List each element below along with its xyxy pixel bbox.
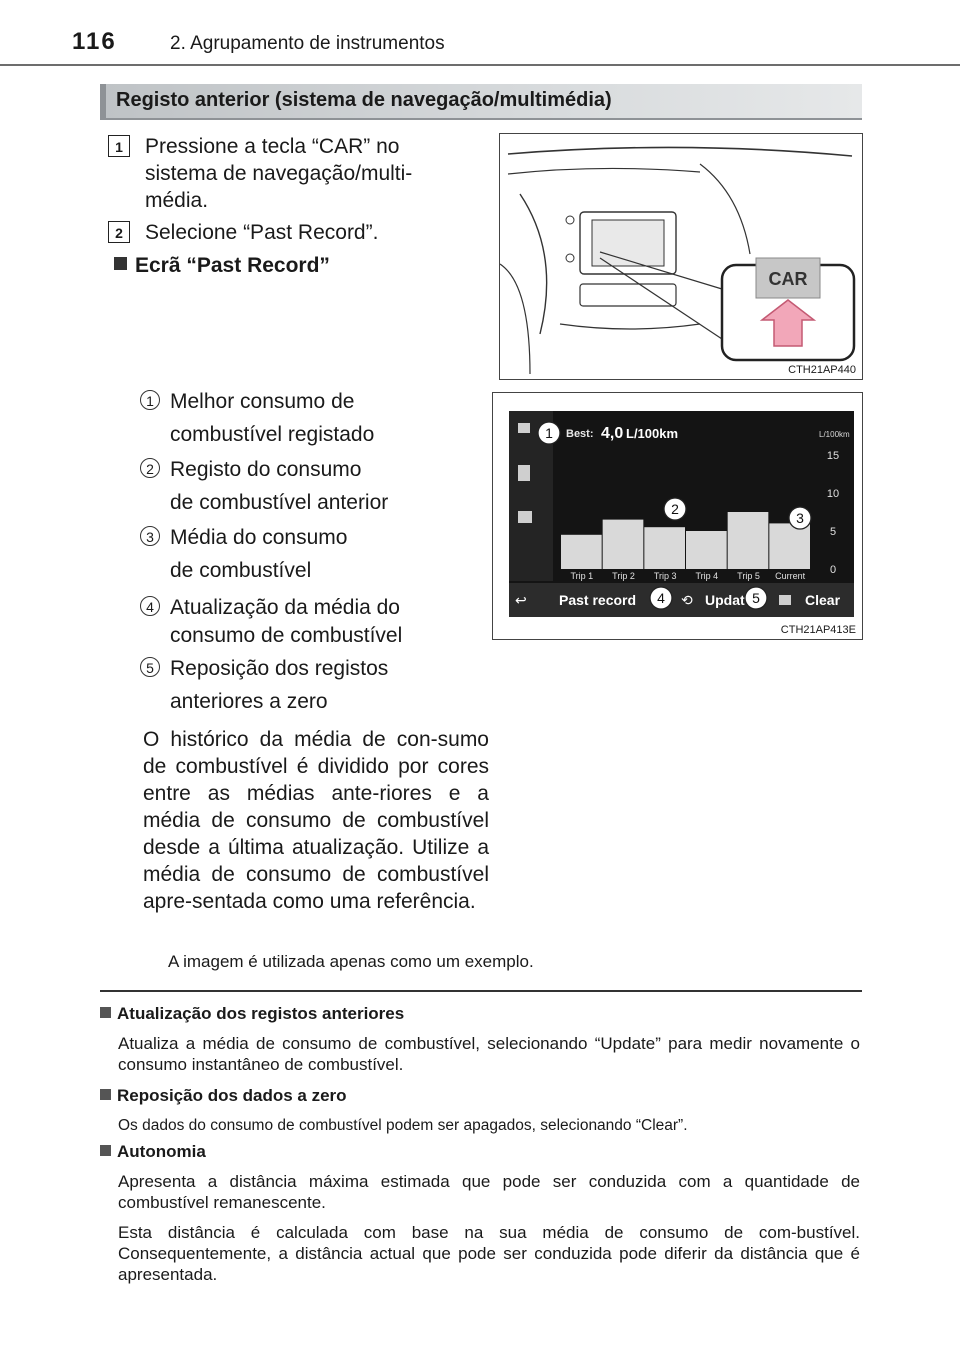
subsection-heading-text: Atualização dos registos anteriores (117, 1004, 405, 1023)
dashboard-figure (499, 133, 863, 380)
bullet-square-icon (100, 1145, 111, 1156)
fuel-pump-icon (518, 465, 530, 481)
category-label: Current (775, 571, 806, 581)
section-divider (100, 990, 862, 992)
screen-heading-text: Ecrã “Past Record” (135, 254, 330, 277)
category-label: Trip 3 (653, 571, 677, 581)
flag-icon (518, 423, 530, 433)
back-arrow-icon: ↩ (515, 593, 527, 609)
legend-number-circle: 1 (140, 390, 160, 410)
image-note: A imagem é utilizada apenas como um exemplo. (168, 952, 534, 971)
category-label: Trip 4 (695, 571, 719, 581)
subsection-heading-text: Reposição dos dados a zero (117, 1086, 347, 1105)
best-label: Best: (566, 428, 594, 440)
legend-line-1: Atualização da média do (170, 596, 400, 619)
update-icon: ⟲ (681, 593, 693, 609)
past-record-screen (493, 393, 861, 638)
subsection-update (100, 1004, 860, 1075)
bar-1 (561, 535, 602, 569)
legend-line-2: de combustível (170, 559, 312, 582)
figure-code: CTH21AP440 (788, 364, 856, 376)
step-number-box: 1 (108, 135, 130, 157)
step-number-box: 2 (108, 221, 130, 243)
y-tick-label: 15 (826, 450, 840, 462)
chapter-title: 2. Agrupamento de instrumentos (170, 33, 445, 54)
callout-3 (789, 507, 811, 529)
bar-3 (644, 527, 685, 569)
callout-1-number: 1 (545, 425, 553, 441)
past-record-button[interactable]: Past record (559, 592, 637, 608)
legend-line-2: anteriores a zero (170, 690, 328, 713)
callout-4-number: 4 (657, 590, 665, 606)
callout-4 (650, 587, 672, 609)
screen-heading (114, 254, 330, 278)
legend-line-2: de combustível anterior (170, 491, 389, 514)
section-title: Registo anterior (sistema de navegação/multimédia) (116, 89, 612, 111)
bar-6 (769, 523, 810, 569)
y-tick-label: 10 (826, 488, 840, 500)
axis-unit: L/100km (819, 430, 850, 439)
bullet-square-icon (100, 1007, 111, 1018)
callout-2-number: 2 (671, 501, 679, 517)
y-tick-label: 0 (829, 564, 837, 576)
subsection-reset (100, 1086, 860, 1136)
clear-icon (779, 595, 791, 605)
bar-5 (728, 512, 769, 569)
legend-line-1: Média do consumo (170, 526, 348, 549)
callout-2 (664, 498, 686, 520)
header-rule (0, 64, 960, 66)
subsection-range (100, 1142, 860, 1285)
best-value: 4,0 (601, 425, 624, 442)
subsection-heading (100, 1142, 860, 1162)
step-text: Selecione “Past Record”. (145, 221, 379, 244)
legend-number-circle: 3 (140, 526, 160, 546)
legend-line-1: Registo do consumo (170, 458, 362, 481)
legend-number-circle: 2 (140, 458, 160, 478)
legend-line-2: consumo de combustível (170, 624, 403, 647)
bar-2 (603, 520, 644, 569)
subsection-heading-text: Autonomia (117, 1142, 206, 1161)
section-underline (100, 118, 862, 120)
category-label: Trip 2 (612, 571, 635, 581)
history-paragraph: O histórico da média de con-sumo de combustível é dividido por cores entre as médias ante-riores e a média de consumo de combustível desde a última atualização. Utilize a média de consumo de combustível apre-sentada como uma referência. (143, 728, 489, 913)
bar-4 (686, 531, 727, 569)
legend-number-circle: 4 (140, 596, 160, 616)
category-label: Trip 5 (737, 571, 760, 581)
page-number: 116 (72, 28, 117, 55)
eco-icon (518, 511, 532, 523)
step-text: Pressione a tecla “CAR” no sistema de navegação/multi-média. (145, 135, 413, 212)
legend-line-1: Melhor consumo de (170, 390, 355, 413)
subsection-paragraph: Atualiza a média de consumo de combustível, selecionando “Update” para medir novamente o consumo instantâneo de combustível. (118, 1034, 860, 1074)
subsection-heading (100, 1004, 860, 1024)
callout-5 (745, 587, 767, 609)
callout-3-number: 3 (796, 510, 804, 526)
legend-line-2: combustível registado (170, 423, 375, 446)
figure-code: CTH21AP413E (780, 624, 856, 636)
legend-line-1: Reposição dos registos (170, 657, 389, 680)
subsection-heading (100, 1086, 860, 1106)
callout-1 (538, 422, 560, 444)
bullet-square-icon (100, 1089, 111, 1100)
category-label: Trip 1 (570, 571, 594, 581)
legend-number-circle: 5 (140, 657, 160, 677)
bullet-square-icon (114, 257, 127, 270)
callout-5-number: 5 (752, 590, 760, 606)
y-tick-label: 5 (829, 526, 837, 538)
update-button[interactable]: Updat (705, 592, 745, 608)
section-title-bar (100, 84, 862, 118)
dashboard-illustration (500, 134, 861, 378)
subsection-paragraph: Apresenta a distância máxima estimada que pode ser conduzida com a quantidade de combustível remanescente. (118, 1172, 860, 1212)
clear-button[interactable]: Clear (805, 592, 841, 608)
car-key-label: CAR (768, 269, 808, 289)
subsection-paragraph: Esta distância é calculada com base na sua média de consumo de com-bustível. Consequentemente, a distância actual que pode ser conduzida pode diferir da distância que é apresentada. (118, 1223, 860, 1284)
subsection-paragraph: Os dados do consumo de combustível podem ser apagados, selecionando “Clear”. (118, 1117, 688, 1134)
best-unit: L/100km (626, 426, 679, 441)
past-record-figure (492, 392, 863, 640)
